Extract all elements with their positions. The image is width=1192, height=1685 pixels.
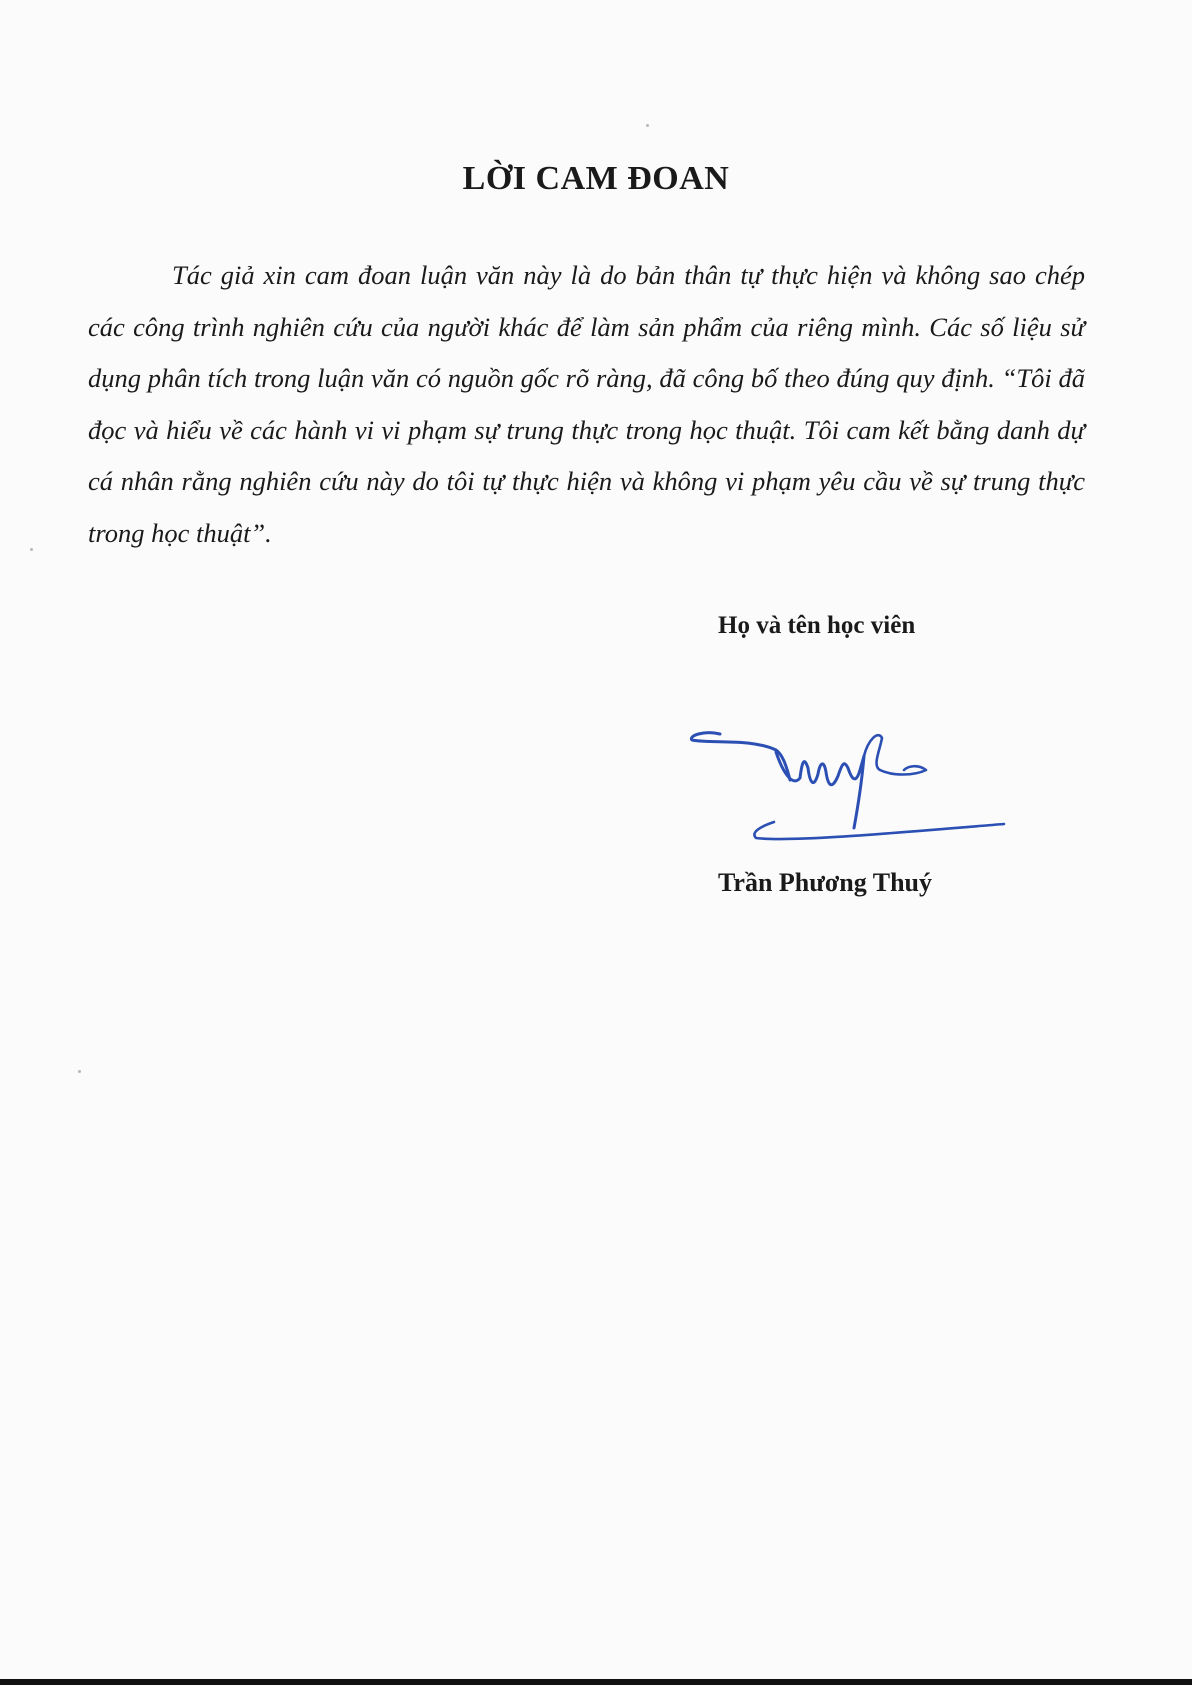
handwritten-signature bbox=[682, 710, 1008, 860]
signature-stroke-tail bbox=[864, 735, 926, 774]
scan-speck bbox=[646, 124, 649, 127]
page-title: LỜI CAM ĐOAN bbox=[462, 160, 730, 197]
declaration-paragraph: Tác giả xin cam đoan luận văn này là do bản thân tự thực hiện và không sao chép các công trình nghiên cứu của người khác để làm sản phẩm của riêng mình. Các số liệu sử dụng phân tích trong luận văn có nguồn gốc rõ ràng, đã công bố theo đúng quy định. “Tôi đã đọc và hiểu về các hành vi vi phạm sự trung thực trong học thuật. Tôi cam kết bằng danh dự cá nhân rằng nghiên cứu này do tôi tự thực hiện và không vi phạm yêu cầu về sự trung thực trong học thuật”. bbox=[88, 260, 1085, 548]
signer-name: Trần Phương Thuý bbox=[718, 868, 933, 897]
scan-border-bottom bbox=[0, 1679, 1192, 1685]
signature-stroke-lead bbox=[691, 733, 790, 780]
signer-label: Họ và tên học viên bbox=[718, 612, 916, 639]
signature-stroke-letters bbox=[776, 752, 864, 828]
scan-speck bbox=[78, 1070, 81, 1073]
signature-underline bbox=[754, 822, 1004, 839]
scan-speck bbox=[30, 548, 33, 551]
